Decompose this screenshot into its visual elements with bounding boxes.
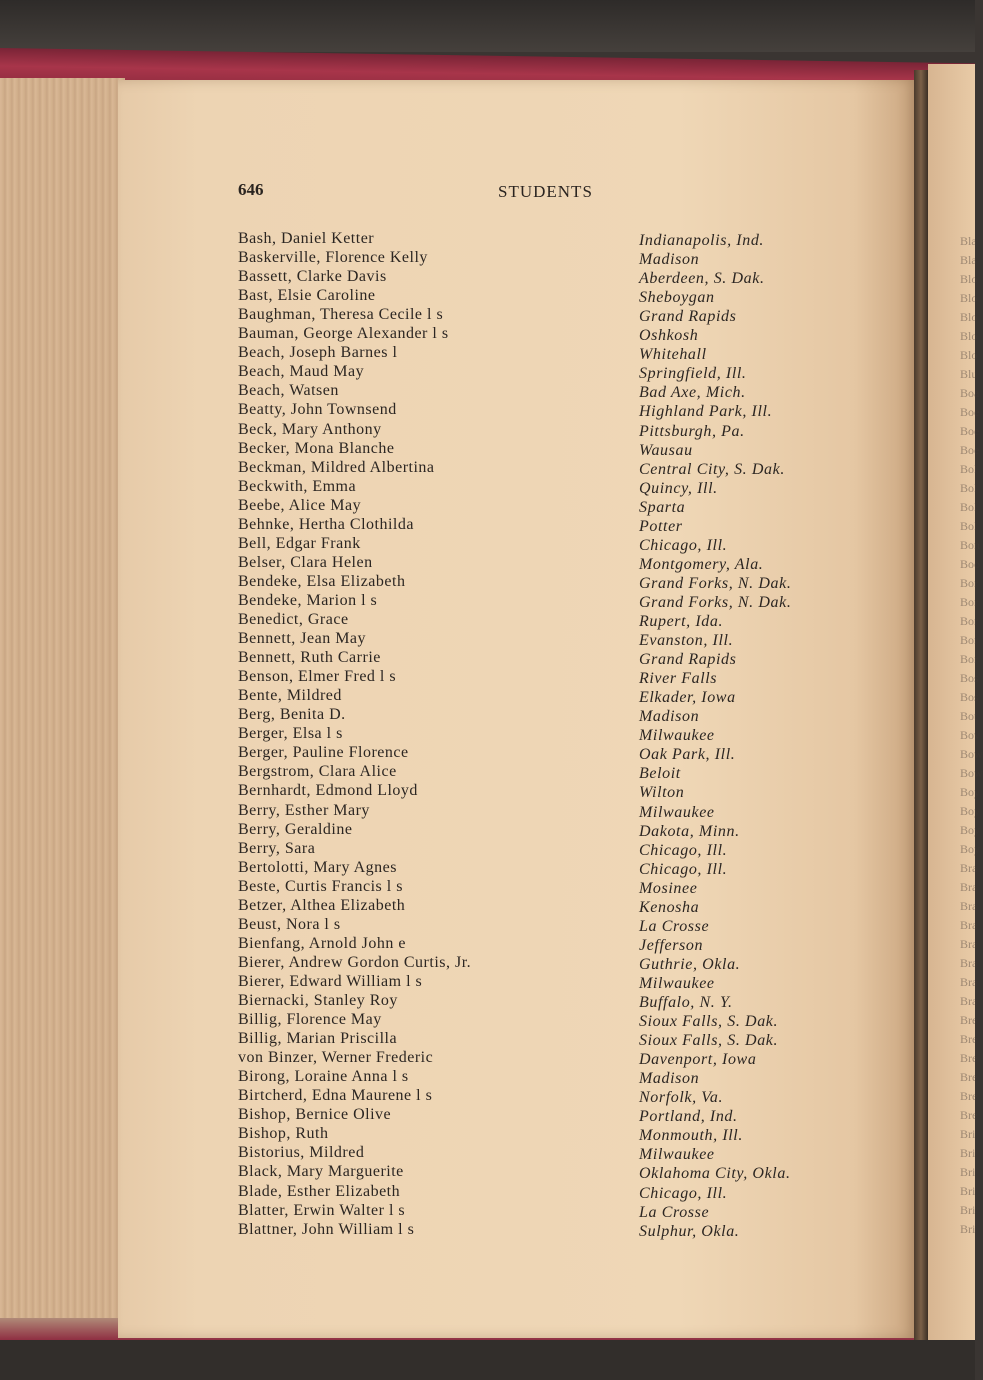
student-name: Bierer, Andrew Gordon Curtis, Jr. xyxy=(238,953,472,971)
student-entry xyxy=(0,459,975,478)
student-hometown: Springfield, Ill. xyxy=(639,365,747,383)
student-name: Baughman, Theresa Cecile l s xyxy=(238,306,444,324)
student-hometown: Potter xyxy=(639,517,683,535)
student-entry xyxy=(0,1106,975,1125)
student-entry xyxy=(0,725,975,744)
facing-page-fragment: Bra xyxy=(960,880,978,894)
student-entry xyxy=(0,1183,975,1202)
facing-page-fragment: Blo xyxy=(960,329,978,343)
student-hometown: Monmouth, Ill. xyxy=(639,1127,743,1145)
student-hometown: Wilton xyxy=(639,784,685,802)
student-entry xyxy=(0,649,975,668)
student-name: Bast, Elsie Caroline xyxy=(238,287,376,305)
student-name: Blattner, John William l s xyxy=(238,1220,415,1238)
student-name: Berry, Sara xyxy=(238,839,316,857)
student-name: Bistorius, Mildred xyxy=(238,1144,365,1162)
facing-page-fragment: Bra xyxy=(960,918,978,932)
student-hometown: Norfolk, Va. xyxy=(639,1089,724,1107)
facing-page-fragment: Bor xyxy=(960,576,978,590)
student-hometown: Highland Park, Ill. xyxy=(639,403,773,421)
facing-page-fragment: Bre xyxy=(960,1051,978,1065)
student-hometown: Whitehall xyxy=(639,346,707,364)
facing-page-fragment: Bre xyxy=(960,1070,978,1084)
student-name: Bauman, George Alexander l s xyxy=(238,325,449,343)
facing-page-fragment: Bre xyxy=(960,1013,978,1027)
student-entry xyxy=(0,1163,975,1182)
running-title: STUDENTS xyxy=(498,182,593,201)
student-name: Bishop, Bernice Olive xyxy=(238,1106,392,1124)
student-entry xyxy=(0,1144,975,1163)
facing-page-fragment: Bla xyxy=(960,234,977,248)
student-entry xyxy=(0,344,975,363)
student-entry xyxy=(0,954,975,973)
student-entry xyxy=(0,744,975,763)
student-name: Beebe, Alice May xyxy=(238,496,362,514)
student-name: Bergstrom, Clara Alice xyxy=(238,763,397,781)
facing-page-fragment: Bri xyxy=(960,1165,976,1179)
student-entry xyxy=(0,478,975,497)
student-name: Beach, Joseph Barnes l xyxy=(238,344,398,362)
student-entry xyxy=(0,878,975,897)
facing-page-fragment: Bol xyxy=(960,500,978,514)
student-hometown: Elkader, Iowa xyxy=(639,689,736,707)
student-hometown: Beloit xyxy=(639,765,681,783)
facing-page-fragment: Boa xyxy=(960,386,980,400)
student-name: Birong, Loraine Anna l s xyxy=(238,1068,409,1086)
student-name: Bienfang, Arnold John e xyxy=(238,934,406,952)
student-name: Bishop, Ruth xyxy=(238,1125,329,1143)
facing-page-fragment: Bos xyxy=(960,671,979,685)
student-entry xyxy=(0,802,975,821)
student-name: Berg, Benita D. xyxy=(238,706,346,724)
student-entry xyxy=(0,401,975,420)
facing-page-fragment: Bri xyxy=(960,1127,976,1141)
student-entry xyxy=(0,554,975,573)
student-name: Beatty, John Townsend xyxy=(238,401,397,419)
student-entry xyxy=(0,1011,975,1030)
student-entry xyxy=(0,382,975,401)
student-hometown: Jefferson xyxy=(639,936,704,954)
student-hometown: Buffalo, N. Y. xyxy=(639,994,733,1011)
facing-page-fragment: Bor xyxy=(960,633,978,647)
facing-page-fragment: Bon xyxy=(960,538,981,552)
facing-page-fragment: Bra xyxy=(960,975,978,989)
student-entry xyxy=(0,859,975,878)
student-hometown: Chicago, Ill. xyxy=(639,860,728,878)
student-hometown: La Crosse xyxy=(639,917,710,935)
student-entry xyxy=(0,1087,975,1106)
student-hometown: Sparta xyxy=(639,498,686,516)
student-entry xyxy=(0,1221,975,1240)
student-entry xyxy=(0,630,975,649)
student-entry xyxy=(0,535,975,554)
facing-page-fragment: Bov xyxy=(960,728,981,742)
student-hometown: Portland, Ind. xyxy=(639,1108,738,1126)
student-hometown: Grand Forks, N. Dak. xyxy=(639,593,792,611)
student-hometown: Grand Rapids xyxy=(639,651,737,669)
student-hometown: Bad Axe, Mich. xyxy=(639,384,746,402)
facing-page-fragment: Boy xyxy=(960,804,981,818)
student-entry xyxy=(0,287,975,306)
student-name: Bierer, Edward William l s xyxy=(238,972,423,990)
facing-page-fragment: Bra xyxy=(960,899,978,913)
facing-page-fragment: Boe xyxy=(960,424,980,438)
student-hometown: Oklahoma City, Okla. xyxy=(639,1165,791,1183)
facing-page-fragment: Bra xyxy=(960,994,978,1008)
student-hometown: Grand Rapids xyxy=(639,308,737,326)
student-entry xyxy=(0,1030,975,1049)
facing-page-fragment: Bot xyxy=(960,709,978,723)
student-name: Benson, Elmer Fred l s xyxy=(238,668,397,686)
student-name: Behnke, Hertha Clothilda xyxy=(238,515,414,533)
facing-page-fragment: Blo xyxy=(960,348,978,362)
facing-page-fragment: Bla xyxy=(960,253,977,267)
student-hometown: Sheboygan xyxy=(639,289,715,307)
student-name: Berry, Esther Mary xyxy=(238,801,370,819)
student-name: Benedict, Grace xyxy=(238,611,349,628)
student-entry xyxy=(0,668,975,687)
student-hometown: Evanston, Ill. xyxy=(639,632,734,650)
facing-page-fragment: Bre xyxy=(960,1108,978,1122)
facing-page-fragment: Bos xyxy=(960,690,979,704)
student-name: Beck, Mary Anthony xyxy=(238,420,382,438)
student-entry xyxy=(0,611,975,630)
student-entry xyxy=(0,821,975,840)
student-entry xyxy=(0,763,975,782)
student-hometown: Oshkosh xyxy=(639,327,699,345)
student-entry xyxy=(0,440,975,459)
student-entry xyxy=(0,306,975,325)
student-hometown: Sulphur, Okla. xyxy=(639,1222,740,1240)
facing-page-fragment: Bra xyxy=(960,937,978,951)
student-hometown: Chicago, Ill. xyxy=(639,841,728,859)
student-entry xyxy=(0,1202,975,1221)
student-hometown: Milwaukee xyxy=(639,727,715,745)
student-name: Berger, Pauline Florence xyxy=(238,744,409,762)
student-hometown: Sioux Falls, S. Dak. xyxy=(639,1032,779,1050)
student-hometown: Dakota, Minn. xyxy=(639,822,740,840)
facing-page-fragment: Bra xyxy=(960,956,978,970)
page-number: 646 xyxy=(238,180,264,199)
student-name: Bell, Edgar Frank xyxy=(238,534,361,552)
student-entry xyxy=(0,935,975,954)
facing-page-fragment: Bow xyxy=(960,766,983,780)
student-name: Bassett, Clarke Davis xyxy=(238,268,387,286)
facing-page-fragment: Boy xyxy=(960,823,981,837)
student-hometown: Oak Park, Ill. xyxy=(639,746,736,764)
facing-page-fragment: Boe xyxy=(960,443,980,457)
student-entry xyxy=(0,1068,975,1087)
student-hometown: Indianapolis, Ind. xyxy=(639,232,765,249)
student-name: Biernacki, Stanley Roy xyxy=(238,992,398,1009)
student-hometown: Wausau xyxy=(639,441,693,459)
student-hometown: Chicago, Ill. xyxy=(639,536,728,554)
facing-page-fragment: Bri xyxy=(960,1222,976,1236)
student-name: Bertolotti, Mary Agnes xyxy=(238,858,397,876)
student-entry xyxy=(0,973,975,992)
facing-page-fragment: Blo xyxy=(960,272,978,286)
student-hometown: Montgomery, Ala. xyxy=(639,555,764,573)
student-name: Beste, Curtis Francis l s xyxy=(238,877,403,895)
facing-page-fragment: Boy xyxy=(960,842,981,856)
student-name: Belser, Clara Helen xyxy=(238,553,373,571)
student-name: Beach, Maud May xyxy=(238,363,365,381)
student-entry xyxy=(0,249,975,268)
facing-page-fragment: Bre xyxy=(960,1032,978,1046)
student-entry xyxy=(0,897,975,916)
student-entry xyxy=(0,268,975,287)
student-entry xyxy=(0,497,975,516)
facing-page-fragment: Bor xyxy=(960,614,978,628)
facing-page-fragment: Blo xyxy=(960,291,978,305)
student-name: Berry, Geraldine xyxy=(238,820,353,838)
student-name: Black, Mary Marguerite xyxy=(238,1163,404,1181)
student-name: Beust, Nora l s xyxy=(238,915,341,933)
student-entry xyxy=(0,706,975,725)
student-entry xyxy=(0,230,975,249)
student-hometown: Central City, S. Dak. xyxy=(639,460,785,478)
facing-page-fragment: Bor xyxy=(960,652,978,666)
student-hometown: Sioux Falls, S. Dak. xyxy=(639,1013,779,1031)
student-hometown: Mosinee xyxy=(639,879,698,897)
student-name: Billig, Florence May xyxy=(238,1011,382,1029)
student-name: Billig, Marian Priscilla xyxy=(238,1030,398,1048)
facing-page-fragment: Boo xyxy=(960,557,981,571)
student-hometown: Madison xyxy=(639,251,700,269)
facing-page-fragment: Boy xyxy=(960,785,981,799)
facing-page-fragment: Blo xyxy=(960,310,978,324)
student-hometown: Guthrie, Okla. xyxy=(639,955,741,973)
student-hometown: Pittsburgh, Pa. xyxy=(639,422,745,440)
facing-page-fragment: Bra xyxy=(960,861,978,875)
student-entry xyxy=(0,687,975,706)
student-name: Berger, Elsa l s xyxy=(238,725,343,743)
student-name: Bendeke, Elsa Elizabeth xyxy=(238,572,406,590)
student-name: Bernhardt, Edmond Lloyd xyxy=(238,782,418,800)
facing-page-fragment: Bor xyxy=(960,595,978,609)
student-name: Beach, Watsen xyxy=(238,382,339,400)
student-entry xyxy=(0,516,975,535)
student-hometown: Milwaukee xyxy=(639,974,715,992)
facing-page-fragment: Boe xyxy=(960,405,980,419)
student-name: von Binzer, Werner Frederic xyxy=(238,1049,434,1067)
student-name: Becker, Mona Blanche xyxy=(238,439,395,457)
student-name: Bash, Daniel Ketter xyxy=(238,230,375,247)
facing-page-fragment: Bre xyxy=(960,1089,978,1103)
student-name: Beckman, Mildred Albertina xyxy=(238,458,435,476)
facing-page-fragment: Bol xyxy=(960,481,978,495)
student-entry xyxy=(0,916,975,935)
student-hometown: Madison xyxy=(639,1070,700,1088)
facing-page-fragment: Bol xyxy=(960,462,978,476)
facing-page-fragment: Bol xyxy=(960,519,978,533)
student-name: Bennett, Jean May xyxy=(238,630,367,648)
student-hometown: River Falls xyxy=(639,670,718,688)
student-entry xyxy=(0,573,975,592)
student-entry xyxy=(0,782,975,801)
student-hometown: Davenport, Iowa xyxy=(639,1051,757,1069)
student-hometown: Madison xyxy=(639,708,700,726)
student-name: Bendeke, Marion l s xyxy=(238,591,378,609)
background-top xyxy=(0,0,975,52)
student-name: Bente, Mildred xyxy=(238,687,342,705)
student-entry xyxy=(0,325,975,344)
student-entry xyxy=(0,840,975,859)
student-hometown: Milwaukee xyxy=(639,1146,715,1164)
facing-page-fragment: Blu xyxy=(960,367,978,381)
student-entry xyxy=(0,592,975,611)
student-name: Blatter, Erwin Walter l s xyxy=(238,1201,406,1219)
student-entry xyxy=(0,421,975,440)
facing-page-fragment: Bri xyxy=(960,1184,976,1198)
page-header xyxy=(0,180,975,202)
student-name: Baskerville, Florence Kelly xyxy=(238,249,428,267)
student-entry xyxy=(0,1125,975,1144)
student-name: Beckwith, Emma xyxy=(238,477,357,495)
student-name: Betzer, Althea Elizabeth xyxy=(238,896,406,914)
student-name: Blade, Esther Elizabeth xyxy=(238,1182,401,1200)
student-hometown: Milwaukee xyxy=(639,803,715,821)
student-name: Birtcherd, Edna Maurene l s xyxy=(238,1087,433,1105)
facing-page-fragment: Bow xyxy=(960,747,983,761)
student-hometown: Quincy, Ill. xyxy=(639,479,718,497)
student-hometown: Grand Forks, N. Dak. xyxy=(639,574,792,592)
student-hometown: Rupert, Ida. xyxy=(639,613,724,630)
student-entry xyxy=(0,1049,975,1068)
student-hometown: Aberdeen, S. Dak. xyxy=(639,270,765,288)
student-entry xyxy=(0,992,975,1011)
facing-page-fragment: Bri xyxy=(960,1203,976,1217)
student-hometown: La Crosse xyxy=(639,1203,710,1221)
student-entry xyxy=(0,363,975,382)
student-name: Bennett, Ruth Carrie xyxy=(238,649,381,667)
facing-page-fragment: Bri xyxy=(960,1146,976,1160)
student-hometown: Chicago, Ill. xyxy=(639,1184,728,1202)
student-hometown: Kenosha xyxy=(639,898,700,916)
